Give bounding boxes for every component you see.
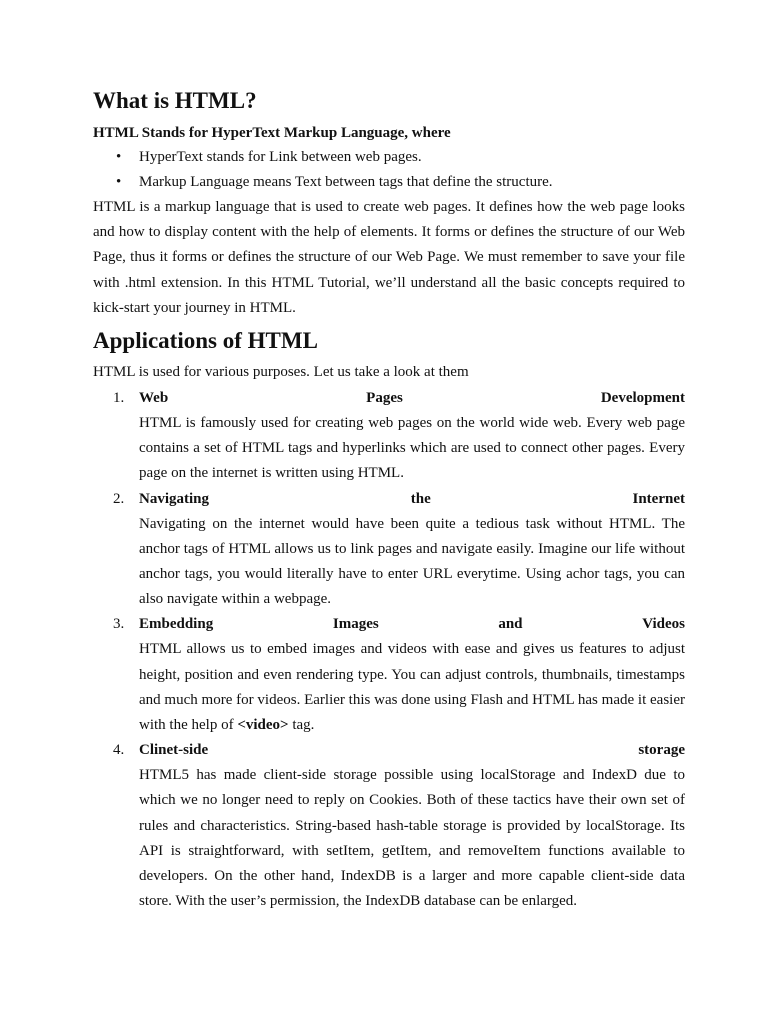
item-number: 4. — [113, 742, 125, 759]
page-title: What is HTML? — [93, 88, 257, 113]
list-item-text: Markup Language means Text between tags that define the structure. — [139, 174, 553, 190]
title-word: Embedding — [139, 616, 214, 633]
title-word: storage — [638, 742, 685, 759]
bullet-icon: • — [116, 174, 122, 190]
definition-list — [93, 145, 685, 195]
title-word: Internet — [632, 490, 685, 507]
application-description: HTML5 has made client-side storage possible using localStorage and IndexD due to which we no longer need to reply on Cookies. Both of these tactics have their own set of rules and characteristics. String-based hash-table storage is provided by localStorage. Its API is straightforward, with setItem, getItem, and removeItem functions available to developers. On the other hand, IndexDB is a larger and more capable client-side data store. With the user’s permission, the IndexDB database can be enlarged. — [139, 767, 685, 910]
item-number: 3. — [113, 616, 125, 633]
list-item — [93, 170, 685, 195]
title-word: Navigating — [139, 490, 210, 507]
item-number: 1. — [113, 390, 125, 407]
description-text: HTML allows us to embed images and videos with ease and gives us features to adjust height, position and even rendering type. You can adjust controls, thumbnails, timestamps and much more for videos. Earlier this was done using Flash and HTML has made it easier with the help of — [139, 641, 685, 734]
description-text: tag. — [288, 717, 315, 734]
application-title — [139, 738, 685, 763]
title-word: the — [410, 490, 431, 507]
section-heading: Applications of HTML — [93, 328, 318, 354]
application-item — [93, 487, 685, 613]
bullet-icon: • — [116, 149, 122, 165]
application-item — [93, 386, 685, 487]
application-description: Navigating on the internet would have been quite a tedious task without HTML. The anchor tags of HTML allows us to link pages and navigate easily. Imagine our life without anchor tags, you would literally have to enter URL everytime. Using achor tags, you can also navigate within a webpage. — [139, 515, 685, 608]
list-item-text: HyperText stands for Link between web pages. — [139, 149, 422, 165]
application-title — [139, 386, 685, 411]
title-word: Clinet-side — [139, 742, 209, 759]
application-description: HTML is famously used for creating web pages on the world wide web. Every web page contains a set of HTML tags and hyperlinks which are used to connect other pages. Every page on the internet is written using HTML. — [139, 415, 685, 482]
title-word: and — [498, 616, 523, 633]
application-title — [139, 612, 685, 637]
section-intro: HTML is used for various purposes. Let us take a look at them — [93, 364, 469, 381]
title-word: Web — [139, 390, 169, 407]
application-description — [139, 637, 685, 738]
document-content — [93, 86, 685, 914]
title-word: Development — [600, 390, 685, 407]
applications-list — [93, 386, 685, 914]
list-item — [93, 145, 685, 170]
application-title — [139, 487, 685, 512]
application-item — [93, 738, 685, 914]
subheading: HTML Stands for HyperText Markup Language, where — [93, 125, 451, 141]
application-item — [93, 612, 685, 738]
title-word: Pages — [366, 390, 403, 407]
title-word: Videos — [642, 616, 685, 633]
video-tag-code: <video> — [237, 717, 289, 734]
title-word: Images — [332, 616, 379, 633]
intro-paragraph: HTML is a markup language that is used to create web pages. It defines how the web page looks and how to display content with the help of elements. It forms or defines the structure of our Web Page, thus it forms or defines the structure of our Web Page. We must remember to save your file with .html extension. In this HTML Tutorial, we’ll understand all the basic concepts required to kick-start your journey in HTML. — [93, 199, 685, 316]
item-number: 2. — [113, 490, 125, 507]
